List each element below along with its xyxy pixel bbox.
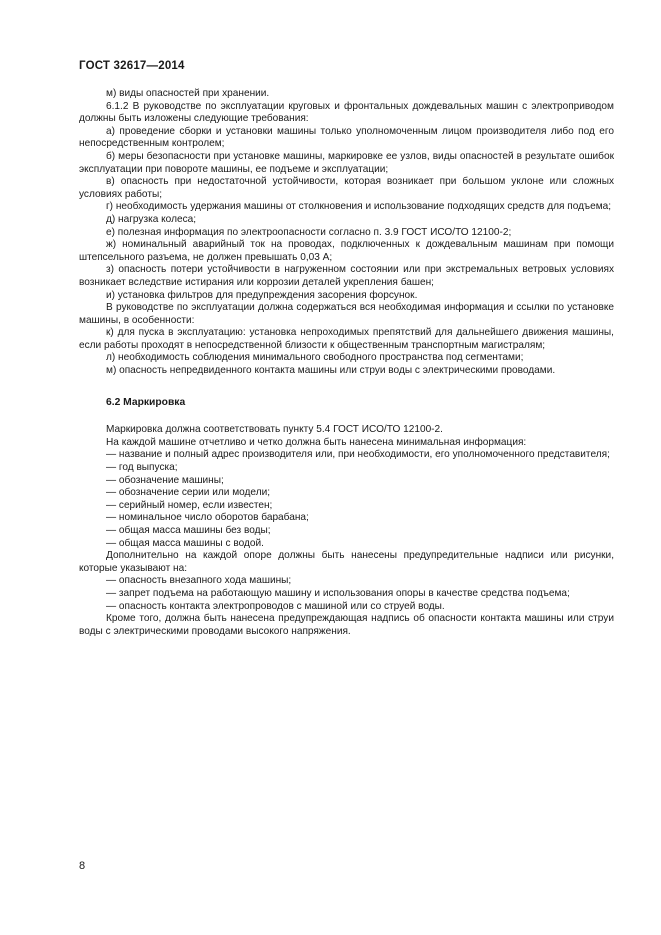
clause-6-1-2: 6.1.2 В руководстве по эксплуатации круговых и фронтальных дождевальных машин с электроприводом должны быть изложены следующие требования: bbox=[79, 100, 614, 125]
list-item: и) установка фильтров для предупреждения засорения форсунок. bbox=[106, 289, 418, 301]
page-number: 8 bbox=[79, 860, 86, 872]
manual-paragraph: В руководстве по эксплуатации должна содержаться вся необходимая информация и ссылки по установке машины, в особенности: bbox=[79, 302, 614, 326]
list-item: — общая масса машины без воды; bbox=[106, 525, 271, 536]
page-body bbox=[79, 88, 614, 638]
list-item: — название и полный адрес производителя или, при необходимости, его уполномоченного представителя; bbox=[106, 449, 610, 461]
list-item: а) проведение сборки и установки машины только уполномоченным лицом производителя либо под его непосредственным контролем; bbox=[79, 125, 614, 150]
marking-paragraph: Дополнительно на каждой опоре должны быть нанесены предупредительные надписи или рисунки, которые указывают на: bbox=[79, 550, 614, 574]
section-title-marking: 6.2 Маркировка bbox=[106, 396, 186, 408]
document-header-code: ГОСТ 32617—2014 bbox=[79, 60, 185, 72]
list-item: к) для пуска в эксплуатацию: установка непроходимых препятствий для дальнейшего движения машины, если работы проходят в непосредственной близости к общественным транспортным магистралям; bbox=[79, 327, 614, 351]
list-item: — номинальное число оборотов барабана; bbox=[106, 512, 309, 524]
list-item: м) виды опасностей при хранении. bbox=[106, 88, 270, 99]
list-item: — опасность внезапного хода машины; bbox=[106, 575, 292, 587]
list-item: — год выпуска; bbox=[106, 462, 178, 474]
list-item: ж) номинальный аварийный ток на проводах, подключенных к дождевальным машинам при помощи штепсельного разъема, не должен превышать 0,03 А; bbox=[79, 239, 614, 263]
list-item: з) опасность потери устойчивости в нагруженном состоянии или при экстремальных ветровых условиях возникает вследствие истирания или коррозии деталей укрепления башен; bbox=[79, 264, 614, 288]
list-item: — общая масса машины с водой. bbox=[106, 537, 264, 549]
list-item: л) необходимость соблюдения минимального свободного пространства под сегментами; bbox=[106, 352, 524, 364]
list-item: д) нагрузка колеса; bbox=[106, 213, 197, 225]
list-item: в) опасность при недостаточной устойчивости, которая возникает при большом уклоне или сложных условиях работы; bbox=[79, 176, 614, 200]
list-item: — опасность контакта электропроводов с машиной или со струей воды. bbox=[106, 600, 445, 612]
list-item: б) меры безопасности при установке машины, маркировке ее узлов, виды опасностей в результате ошибок эксплуатации при повороте машины, ее подъеме и эксплуатации; bbox=[79, 150, 614, 175]
list-item: — обозначение серии или модели; bbox=[106, 487, 271, 499]
list-item: е) полезная информация по электроопасности согласно п. 3.9 ГОСТ ИСО/ТО 12100-2; bbox=[106, 226, 512, 238]
list-item: — обозначение машины; bbox=[106, 474, 224, 486]
list-item: — серийный номер, если известен; bbox=[106, 499, 273, 511]
list-item: г) необходимость удержания машины от столкновения и использование подходящих средств для подъема; bbox=[106, 201, 612, 213]
marking-paragraph: На каждой машине отчетливо и четко должна быть нанесена минимальная информация: bbox=[106, 436, 527, 448]
list-item: — запрет подъема на работающую машину и использования опоры в качестве средства подъема; bbox=[106, 587, 570, 599]
marking-paragraph: Кроме того, должна быть нанесена предупреждающая надпись об опасности контакта машины или струи воды с электрическими проводами высокого напряжения. bbox=[79, 613, 614, 637]
marking-paragraph: Маркировка должна соответствовать пункту 5.4 ГОСТ ИСО/ТО 12100-2. bbox=[106, 424, 443, 436]
list-item: м) опасность непредвиденного контакта машины или струи воды с электрическими проводами. bbox=[106, 365, 556, 377]
